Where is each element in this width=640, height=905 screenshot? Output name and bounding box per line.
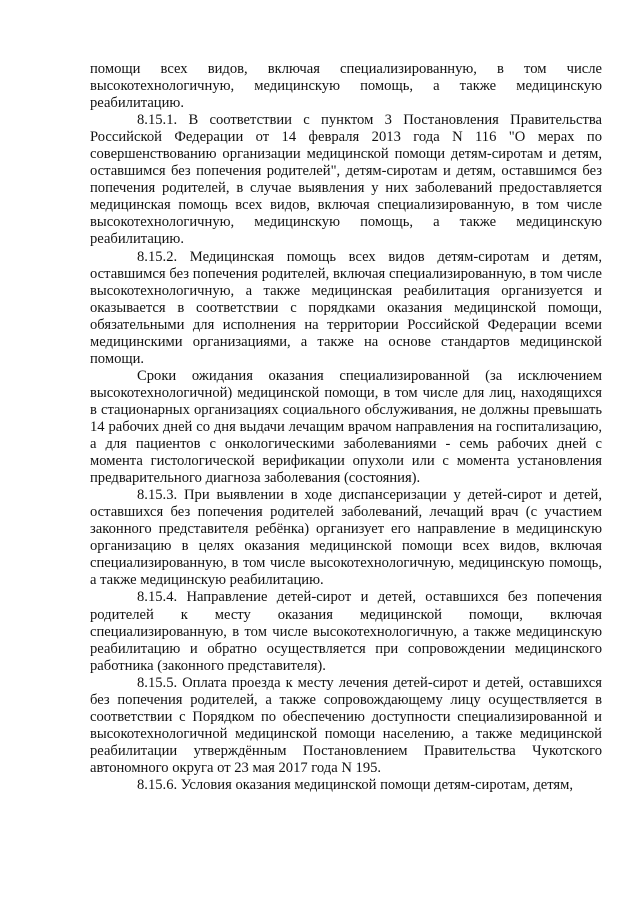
paragraph-8-15-2: 8.15.2. Медицинская помощь всех видов детям-сиротам и детям, оставшимся без попечения родителей, включая специализированную, в том числе высокотехнологичную, а также медицинская реабилитация организуется и оказывается в соответствии с порядками оказания медицинской помощи, обязательными для исполнения на территории Российской Федерации всеми медицинскими организациями, а также на основе стандартов медицинской помощи.: [90, 248, 602, 367]
paragraph-8-15-5: 8.15.5. Оплата проезда к месту лечения детей-сирот и детей, оставшихся без попечения родителей, а также сопровождающему лицу осуществляется в соответствии с Порядком по обеспечению доступности специализированной и высокотехнологичной медицинской помощи населению, а также медицинской реабилитации утверждённым Постановлением Правительства Чукотского автономного округа от 23 мая 2017 года N 195.: [90, 674, 602, 776]
paragraph-8-15-1: 8.15.1. В соответствии с пунктом 3 Постановления Правительства Российской Федерации от 14 февраля 2013 года N 116 "О мерах по совершенствованию организации медицинской помощи детям-сиротам и детям, оставшимся без попечения родителей", детям-сиротам и детям, оставшимся без попечения родителей, в случае выявления у них заболеваний предоставляется медицинская помощь всех видов, включая специализированную, в том числе высокотехнологичную, медицинскую помощь, а также медицинскую реабилитацию.: [90, 112, 602, 248]
paragraph-continuation: помощи всех видов, включая специализированную, в том числе высокотехнологичную, медицинскую помощь, а также медицинскую реабилитацию.: [90, 61, 602, 112]
paragraph-waiting-times: Сроки ожидания оказания специализированной (за исключением высокотехнологичной) медицинской помощи, в том числе для лиц, находящихся в стационарных организациях социального обслуживания, не должны превышать 14 рабочих дней со дня выдачи лечащим врачом направления на госпитализацию, а для пациентов с онкологическими заболеваниями - семь рабочих дней с момента гистологической верификации опухоли или с момента установления предварительного диагноза заболевания (состояния).: [90, 367, 602, 487]
document-body: [90, 61, 602, 794]
paragraph-8-15-4: 8.15.4. Направление детей-сирот и детей, оставшихся без попечения родителей к месту оказания медицинской помощи, включая специализированную, в том числе высокотехнологичную, а также медицинскую реабилитацию и обратно осуществляется при сопровождении медицинского работника (законного представителя).: [90, 589, 602, 674]
paragraph-8-15-6: 8.15.6. Условия оказания медицинской помощи детям-сиротам, детям,: [137, 776, 574, 793]
paragraph-8-15-3: 8.15.3. При выявлении в ходе диспансеризации у детей-сирот и детей, оставшихся без попечения родителей заболеваний, лечащий врач (с участием законного представителя ребёнка) организует его направление в медицинскую организацию в целях оказания медицинской помощи всех видов, включая специализированную, в том числе высокотехнологичную, медицинскую помощь, а также медицинскую реабилитацию.: [90, 487, 602, 589]
